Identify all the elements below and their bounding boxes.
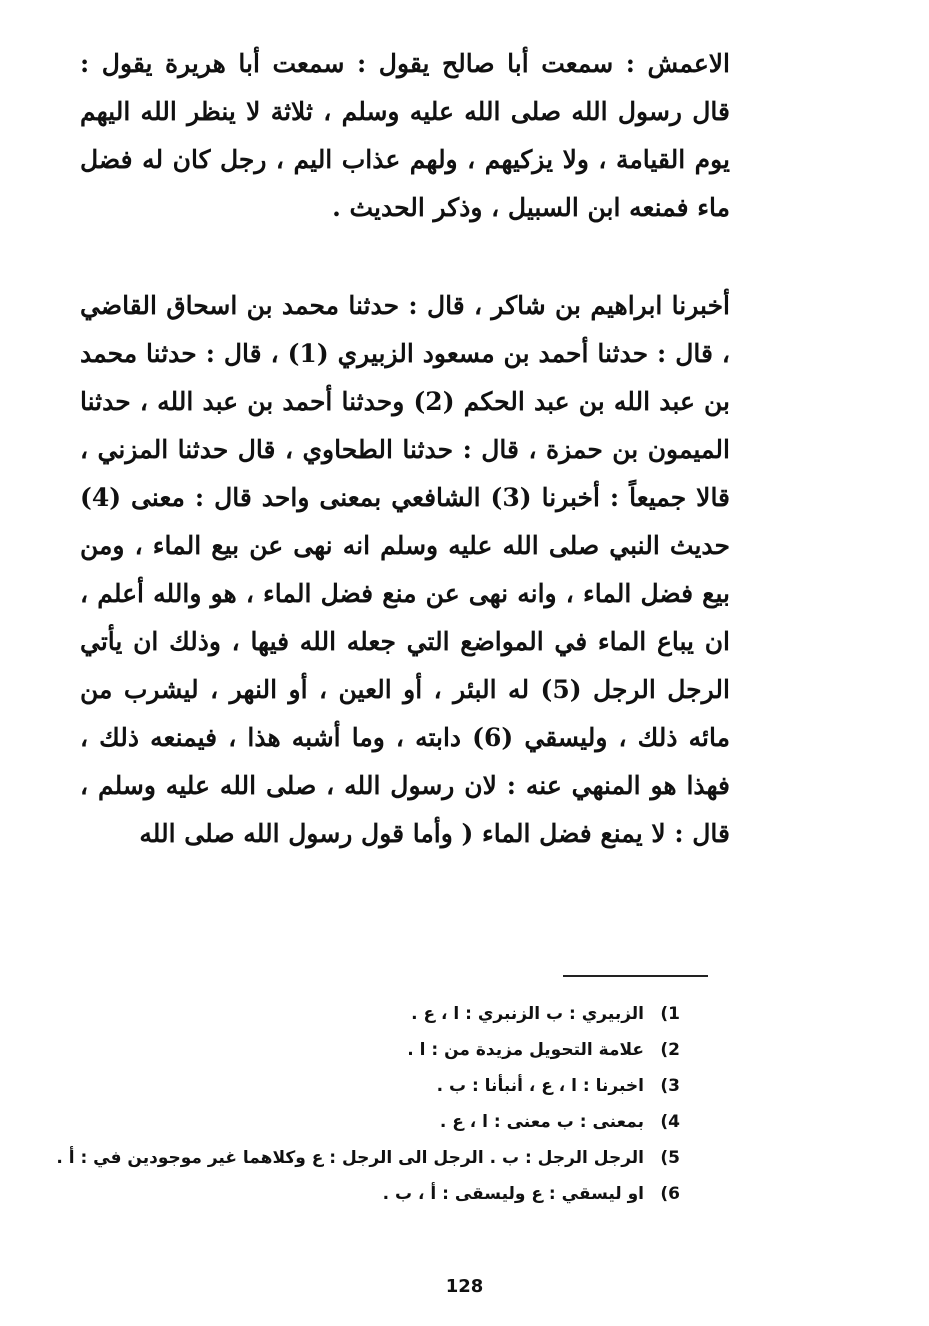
footnote-item [80, 1032, 680, 1068]
footnote-item [56, 1140, 680, 1176]
footnote-item [80, 996, 680, 1032]
footnote-text: اخبرنا : ا ، ع ، أنبأنا : ب . [436, 1076, 644, 1096]
footnote-text: الزبيري : ب الزنبري : ا ، ع . [411, 1004, 644, 1024]
footnote-number: 1) [660, 1004, 680, 1024]
footnote-item [80, 1176, 680, 1212]
footnote-number: 5) [660, 1148, 680, 1168]
footnote-number: 2) [660, 1040, 680, 1060]
page-number: 128 [445, 1276, 484, 1297]
footnote-item [80, 1068, 680, 1104]
footnote-item [80, 1104, 680, 1140]
footnote-number: 3) [660, 1076, 680, 1096]
footnote-divider [563, 975, 708, 977]
footnote-text: علامة التحويل مزيدة من : ا . [407, 1040, 644, 1060]
main-text-block [80, 40, 730, 858]
footnote-text: او ليسقي : ع وليسقى : أ ، ب . [382, 1184, 644, 1204]
paragraph-1: الاعمش : سمعت أبا صالح يقول : سمعت أبا هريرة يقول : قال رسول الله صلى الله عليه وسلم ، ثلاثة لا ينظر الله اليهم يوم القيامة ، ولا يزكيهم ، ولهم عذاب اليم ، رجل كان له فضل ماء فمنعه ابن السبيل ، وذكر الحديث . [80, 49, 730, 222]
footnote-number: 4) [660, 1112, 680, 1132]
footnote-text: بمعنى : ب معنى : ا ، ع . [439, 1112, 644, 1132]
paragraph-2: أخبرنا ابراهيم بن شاكر ، قال : حدثنا محمد بن اسحاق القاضي ، قال : حدثنا أحمد بن مسعود الزبيري (1) ، قال : حدثنا محمد بن عبد الله بن عبد الحكم (2) وحدثنا أحمد بن عبد الله ، حدثنا الميمون بن حمزة ، قال : حدثنا الطحاوي ، قال حدثنا المزني ، قالا جميعاً : أخبرنا (3) الشافعي بمعنى واحد قال : معنى (4) حديث النبي صلى الله عليه وسلم انه نهى عن بيع الماء ، ومن بيع فضل الماء ، وانه نهى عن منع فضل الماء ، هو والله أعلم ، ان يباع الماء في المواضع التي جعله الله فيها ، وذلك ان يأتي الرجل الرجل (5) له البئر ، أو العين ، أو النهر ، ليشرب من مائه ذلك ، وليسقي (6) دابته ، وما أشبه هذا ، فيمنعه ذلك ، فهذا هو المنهي عنه : لان رسول الله ، صلى الله عليه وسلم ، قال : لا يمنع فضل الماء ( وأما قول رسول الله صلى الله [80, 291, 730, 848]
footnote-text: الرجل الرجل : ب . الرجل الى الرجل : ع وكلاهما غير موجودين في : أ . [56, 1148, 644, 1168]
footnotes-list [56, 996, 680, 1212]
footnote-number: 6) [660, 1184, 680, 1204]
